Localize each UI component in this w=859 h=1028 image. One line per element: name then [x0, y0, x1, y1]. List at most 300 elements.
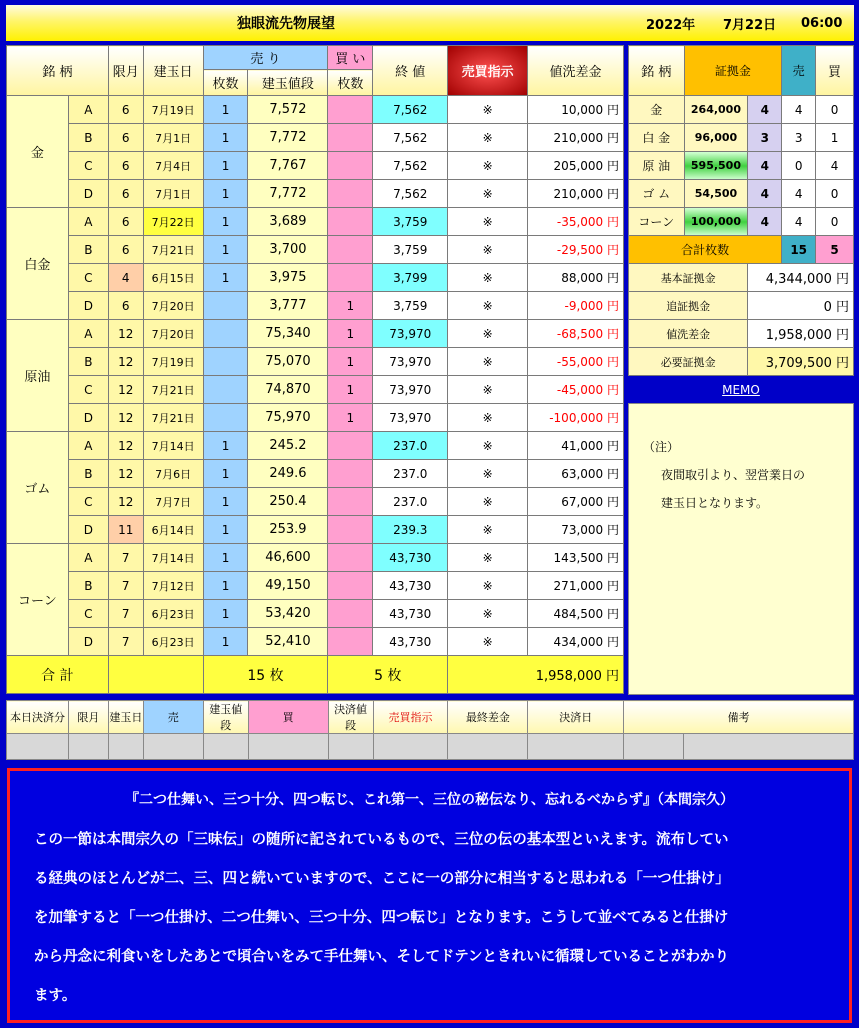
contract-class: D	[68, 516, 108, 544]
valuation-diff: 41,000 円	[528, 432, 624, 460]
margin-header-brand: 銘 柄	[629, 46, 685, 96]
totals-spacer	[108, 656, 203, 694]
valuation-diff: 210,000 円	[528, 180, 624, 208]
contract-class: B	[68, 460, 108, 488]
entry-price: 46,600	[248, 544, 328, 572]
close-price: 3,759	[373, 236, 448, 264]
buy-count	[328, 180, 373, 208]
margin-count-label: 合計枚数	[629, 236, 782, 264]
valuation-diff: -29,500 円	[528, 236, 624, 264]
commodity-name: コーン	[7, 544, 69, 656]
settlement-cell[interactable]	[448, 734, 528, 760]
entry-date: 7月19日	[143, 96, 203, 124]
settlement-cell[interactable]	[7, 734, 69, 760]
totals-label: 合 計	[7, 656, 109, 694]
close-price: 7,562	[373, 124, 448, 152]
margin-row	[629, 208, 854, 236]
trade-instruction: ※	[448, 488, 528, 516]
valuation-diff: 210,000 円	[528, 124, 624, 152]
buy-count: 1	[328, 292, 373, 320]
settlement-header: 決済日	[528, 701, 624, 734]
settlement-cell[interactable]	[68, 734, 108, 760]
trade-instruction: ※	[448, 376, 528, 404]
commodity-name: ゴム	[7, 432, 69, 544]
memo-line: （注）	[643, 440, 680, 454]
valuation-diff: 10,000 円	[528, 96, 624, 124]
buy-count	[328, 152, 373, 180]
settlement-header: 買	[248, 701, 328, 734]
commodity-name: 白金	[7, 208, 69, 320]
totals-diff: 1,958,000 円	[448, 656, 624, 694]
position-row	[7, 236, 624, 264]
entry-date: 6月23日	[143, 628, 203, 656]
contract-month: 6	[108, 180, 143, 208]
valuation-diff: -9,000 円	[528, 292, 624, 320]
close-price: 3,759	[373, 208, 448, 236]
header-brand: 銘 柄	[7, 46, 109, 96]
buy-count	[328, 628, 373, 656]
settlement-header: 決済値段	[328, 701, 373, 734]
sell-count: 1	[203, 208, 248, 236]
entry-price: 3,689	[248, 208, 328, 236]
contract-class: C	[68, 376, 108, 404]
entry-date: 7月20日	[143, 292, 203, 320]
entry-date: 7月1日	[143, 124, 203, 152]
header-buy: 買 い	[328, 46, 373, 70]
margin-header-buy: 買	[816, 46, 854, 96]
valuation-diff: 484,500 円	[528, 600, 624, 628]
margin-count: 3	[748, 124, 782, 152]
settlement-cell[interactable]	[143, 734, 203, 760]
trade-instruction: ※	[448, 544, 528, 572]
position-row	[7, 180, 624, 208]
buy-count: 1	[328, 404, 373, 432]
contract-class: D	[68, 180, 108, 208]
position-row	[7, 264, 624, 292]
year-label: 2022年	[646, 17, 696, 33]
trade-instruction: ※	[448, 152, 528, 180]
buy-count: 1	[328, 376, 373, 404]
contract-class: A	[68, 208, 108, 236]
margin-row	[629, 180, 854, 208]
margin-buy: 4	[816, 152, 854, 180]
margin-summary-value: 3,709,500 円	[748, 348, 854, 376]
entry-date: 7月14日	[143, 432, 203, 460]
valuation-diff: -68,500 円	[528, 320, 624, 348]
settlement-table	[6, 700, 854, 760]
entry-price: 3,700	[248, 236, 328, 264]
contract-month: 6	[108, 152, 143, 180]
header-buy-count: 枚数	[328, 70, 373, 96]
entry-price: 75,340	[248, 320, 328, 348]
buy-count	[328, 264, 373, 292]
close-price: 73,970	[373, 348, 448, 376]
valuation-diff: -55,000 円	[528, 348, 624, 376]
close-price: 43,730	[373, 572, 448, 600]
contract-month: 12	[108, 404, 143, 432]
sell-count: 1	[203, 236, 248, 264]
valuation-diff: 271,000 円	[528, 572, 624, 600]
quote-box	[7, 768, 852, 1023]
margin-amount: 595,500	[684, 152, 748, 180]
valuation-diff: 434,000 円	[528, 628, 624, 656]
contract-class: B	[68, 348, 108, 376]
trade-instruction: ※	[448, 264, 528, 292]
buy-count: 1	[328, 348, 373, 376]
entry-price: 7,772	[248, 180, 328, 208]
entry-date: 6月15日	[143, 264, 203, 292]
sell-count: 1	[203, 572, 248, 600]
sell-count	[203, 292, 248, 320]
trade-instruction: ※	[448, 460, 528, 488]
margin-summary-row	[629, 292, 854, 320]
quote-body	[34, 821, 824, 1016]
position-row	[7, 292, 624, 320]
valuation-diff: -45,000 円	[528, 376, 624, 404]
position-row	[7, 572, 624, 600]
trade-instruction: ※	[448, 572, 528, 600]
close-price: 7,562	[373, 152, 448, 180]
margin-summary-label: 追証拠金	[629, 292, 748, 320]
entry-date: 7月21日	[143, 236, 203, 264]
trade-instruction: ※	[448, 432, 528, 460]
contract-month: 6	[108, 208, 143, 236]
contract-month: 12	[108, 488, 143, 516]
entry-price: 250.4	[248, 488, 328, 516]
entry-date: 7月4日	[143, 152, 203, 180]
buy-count	[328, 124, 373, 152]
header-close: 終 値	[373, 46, 448, 96]
trade-instruction: ※	[448, 180, 528, 208]
close-price: 73,970	[373, 376, 448, 404]
date-label: 7月22日	[723, 17, 777, 33]
settlement-cell[interactable]	[684, 734, 854, 760]
position-row	[7, 404, 624, 432]
margin-summary-label: 基本証拠金	[629, 264, 748, 292]
settlement-header: 建玉値段	[203, 701, 248, 734]
sell-count: 1	[203, 152, 248, 180]
memo-line: 夜間取引より、翌営業日の	[661, 468, 806, 482]
header-sell-count: 枚数	[203, 70, 248, 96]
margin-commodity: ゴ ム	[629, 180, 685, 208]
margin-count: 4	[748, 180, 782, 208]
margin-summary-value: 0 円	[748, 292, 854, 320]
position-row	[7, 348, 624, 376]
contract-month: 7	[108, 572, 143, 600]
valuation-diff: 205,000 円	[528, 152, 624, 180]
close-price: 7,562	[373, 96, 448, 124]
close-price: 237.0	[373, 432, 448, 460]
valuation-diff: -35,000 円	[528, 208, 624, 236]
entry-price: 74,870	[248, 376, 328, 404]
margin-commodity: 金	[629, 96, 685, 124]
margin-summary-label: 値洗差金	[629, 320, 748, 348]
margin-summary-value: 4,344,000 円	[748, 264, 854, 292]
margin-sell: 3	[782, 124, 816, 152]
sell-count: 1	[203, 488, 248, 516]
settlement-header: 限月	[68, 701, 108, 734]
margin-count-row	[629, 236, 854, 264]
position-row	[7, 544, 624, 572]
buy-count	[328, 432, 373, 460]
entry-price: 75,970	[248, 404, 328, 432]
contract-month: 12	[108, 432, 143, 460]
position-row	[7, 152, 624, 180]
margin-row	[629, 152, 854, 180]
sell-count: 1	[203, 544, 248, 572]
commodity-name: 金	[7, 96, 69, 208]
totals-sell: 15 枚	[203, 656, 328, 694]
position-row	[7, 600, 624, 628]
contract-month: 12	[108, 460, 143, 488]
close-price: 43,730	[373, 600, 448, 628]
margin-sell: 0	[782, 152, 816, 180]
sell-count: 1	[203, 124, 248, 152]
contract-class: C	[68, 264, 108, 292]
contract-class: D	[68, 404, 108, 432]
settlement-header: 本日決済分	[7, 701, 69, 734]
entry-date: 7月22日	[143, 208, 203, 236]
settlement-cell[interactable]	[108, 734, 143, 760]
position-row	[7, 376, 624, 404]
header-month: 限月	[108, 46, 143, 96]
memo-panel	[628, 403, 854, 695]
settlement-header: 備考	[624, 701, 854, 734]
valuation-diff: -100,000 円	[528, 404, 624, 432]
margin-buy: 0	[816, 96, 854, 124]
margin-summary-row	[629, 264, 854, 292]
sell-count: 1	[203, 264, 248, 292]
settlement-empty-row	[7, 734, 854, 760]
position-row	[7, 516, 624, 544]
contract-month: 6	[108, 292, 143, 320]
entry-date: 6月23日	[143, 600, 203, 628]
trade-instruction: ※	[448, 96, 528, 124]
positions-table	[6, 45, 624, 694]
position-row	[7, 320, 624, 348]
trade-instruction: ※	[448, 208, 528, 236]
sell-count: 1	[203, 96, 248, 124]
trade-instruction-header: 売買指示	[448, 46, 528, 96]
entry-date: 7月6日	[143, 460, 203, 488]
trade-instruction: ※	[448, 600, 528, 628]
entry-date: 7月19日	[143, 348, 203, 376]
margin-row	[629, 124, 854, 152]
margin-amount: 54,500	[684, 180, 748, 208]
buy-count	[328, 236, 373, 264]
settlement-header: 建玉日	[108, 701, 143, 734]
sell-count: 1	[203, 600, 248, 628]
entry-price: 75,070	[248, 348, 328, 376]
header-diff: 値洗差金	[528, 46, 624, 96]
entry-price: 7,572	[248, 96, 328, 124]
margin-count: 4	[748, 208, 782, 236]
position-row	[7, 488, 624, 516]
entry-date: 6月14日	[143, 516, 203, 544]
buy-count: 1	[328, 320, 373, 348]
contract-class: C	[68, 600, 108, 628]
margin-buy: 0	[816, 180, 854, 208]
contract-class: A	[68, 544, 108, 572]
settlement-cell[interactable]	[328, 734, 373, 760]
margin-row	[629, 96, 854, 124]
settlement-header: 最終差金	[448, 701, 528, 734]
header-sell: 売 り	[203, 46, 328, 70]
margin-sell: 4	[782, 208, 816, 236]
settlement-cell[interactable]	[248, 734, 328, 760]
margin-sell: 4	[782, 96, 816, 124]
totals-buy: 5 枚	[328, 656, 448, 694]
contract-month: 11	[108, 516, 143, 544]
entry-price: 7,767	[248, 152, 328, 180]
quote-line: から丹念に利食いをしたあとで頃合いをみて手仕舞い、そしてドテンときれいに循環していることがわかり	[34, 949, 729, 965]
margin-sell: 4	[782, 180, 816, 208]
settlement-header: 売	[143, 701, 203, 734]
margin-commodity: コーン	[629, 208, 685, 236]
contract-class: B	[68, 572, 108, 600]
buy-count	[328, 460, 373, 488]
header-date: 建玉日	[143, 46, 203, 96]
settlement-cell[interactable]	[203, 734, 248, 760]
trade-instruction: ※	[448, 320, 528, 348]
position-row	[7, 96, 624, 124]
settlement-cell[interactable]	[528, 734, 624, 760]
memo-line: 建玉日となります。	[661, 496, 769, 510]
trade-instruction: ※	[448, 236, 528, 264]
sell-count: 1	[203, 516, 248, 544]
time-label: 06:00	[801, 15, 843, 31]
contract-class: B	[68, 124, 108, 152]
entry-price: 3,777	[248, 292, 328, 320]
quote-line: を加筆すると「一つ仕掛け、二つ仕舞い、三つ十分、四つ転じ」となります。こうして並べてみると仕掛け	[34, 910, 729, 926]
margin-count-sell: 15	[782, 236, 816, 264]
margin-buy: 0	[816, 208, 854, 236]
margin-summary-value: 1,958,000 円	[748, 320, 854, 348]
contract-month: 12	[108, 376, 143, 404]
entry-price: 7,772	[248, 124, 328, 152]
valuation-diff: 73,000 円	[528, 516, 624, 544]
header-entry-price: 建玉値段	[248, 70, 328, 96]
entry-price: 52,410	[248, 628, 328, 656]
buy-count	[328, 572, 373, 600]
entry-date: 7月7日	[143, 488, 203, 516]
entry-price: 245.2	[248, 432, 328, 460]
close-price: 237.0	[373, 488, 448, 516]
commodity-name: 原油	[7, 320, 69, 432]
buy-count	[328, 208, 373, 236]
sell-count: 1	[203, 432, 248, 460]
contract-class: A	[68, 432, 108, 460]
trade-instruction: ※	[448, 516, 528, 544]
margin-commodity: 白 金	[629, 124, 685, 152]
title-bar	[6, 5, 854, 41]
contract-class: D	[68, 292, 108, 320]
entry-date: 7月12日	[143, 572, 203, 600]
settlement-cell[interactable]	[373, 734, 448, 760]
sell-count	[203, 348, 248, 376]
close-price: 3,799	[373, 264, 448, 292]
contract-month: 6	[108, 96, 143, 124]
trade-instruction: ※	[448, 292, 528, 320]
quote-title: 『二つ仕舞い、三つ十分、四つ転じ、これ第一、三位の秘伝なり、忘れるべからず』（本間宗久）	[125, 792, 734, 808]
valuation-diff: 63,000 円	[528, 460, 624, 488]
trade-instruction: ※	[448, 404, 528, 432]
buy-count	[328, 516, 373, 544]
close-price: 73,970	[373, 320, 448, 348]
contract-month: 7	[108, 628, 143, 656]
close-price: 3,759	[373, 292, 448, 320]
margin-amount: 96,000	[684, 124, 748, 152]
memo-link[interactable]: MEMO	[722, 383, 760, 397]
margin-buy: 1	[816, 124, 854, 152]
buy-count	[328, 96, 373, 124]
contract-month: 7	[108, 600, 143, 628]
contract-class: C	[68, 152, 108, 180]
valuation-diff: 67,000 円	[528, 488, 624, 516]
entry-price: 3,975	[248, 264, 328, 292]
entry-date: 7月14日	[143, 544, 203, 572]
entry-price: 249.6	[248, 460, 328, 488]
close-price: 43,730	[373, 628, 448, 656]
sell-count: 1	[203, 180, 248, 208]
contract-month: 4	[108, 264, 143, 292]
sell-count	[203, 376, 248, 404]
settlement-header-row	[7, 701, 854, 734]
page-title: 独眼流先物展望	[237, 16, 335, 32]
margin-summary-row	[629, 320, 854, 348]
entry-price: 53,420	[248, 600, 328, 628]
quote-line: ます。	[34, 988, 77, 1004]
trade-instruction: ※	[448, 628, 528, 656]
contract-class: D	[68, 628, 108, 656]
contract-class: C	[68, 488, 108, 516]
totals-row	[7, 656, 624, 694]
settlement-cell[interactable]	[624, 734, 684, 760]
contract-class: B	[68, 236, 108, 264]
entry-date: 7月20日	[143, 320, 203, 348]
entry-price: 253.9	[248, 516, 328, 544]
sell-count	[203, 320, 248, 348]
close-price: 239.3	[373, 516, 448, 544]
position-row	[7, 208, 624, 236]
close-price: 237.0	[373, 460, 448, 488]
margin-count: 4	[748, 96, 782, 124]
quote-line: この一節は本間宗久の「三味伝」の随所に記されているもので、三位の伝の基本型といえます。流布してい	[34, 832, 729, 848]
contract-month: 7	[108, 544, 143, 572]
margin-header-amount: 証拠金	[684, 46, 782, 96]
entry-price: 49,150	[248, 572, 328, 600]
valuation-diff: 88,000 円	[528, 264, 624, 292]
buy-count	[328, 544, 373, 572]
position-row	[7, 432, 624, 460]
contract-class: A	[68, 96, 108, 124]
margin-summary-label: 必要証拠金	[629, 348, 748, 376]
trade-instruction: ※	[448, 124, 528, 152]
margin-summary-row	[629, 348, 854, 376]
sell-count: 1	[203, 628, 248, 656]
contract-month: 12	[108, 348, 143, 376]
close-price: 73,970	[373, 404, 448, 432]
entry-date: 7月1日	[143, 180, 203, 208]
margin-header-sell: 売	[782, 46, 816, 96]
position-row	[7, 124, 624, 152]
contract-month: 12	[108, 320, 143, 348]
sell-count	[203, 404, 248, 432]
margin-commodity: 原 油	[629, 152, 685, 180]
margin-count: 4	[748, 152, 782, 180]
close-price: 43,730	[373, 544, 448, 572]
entry-date: 7月21日	[143, 404, 203, 432]
